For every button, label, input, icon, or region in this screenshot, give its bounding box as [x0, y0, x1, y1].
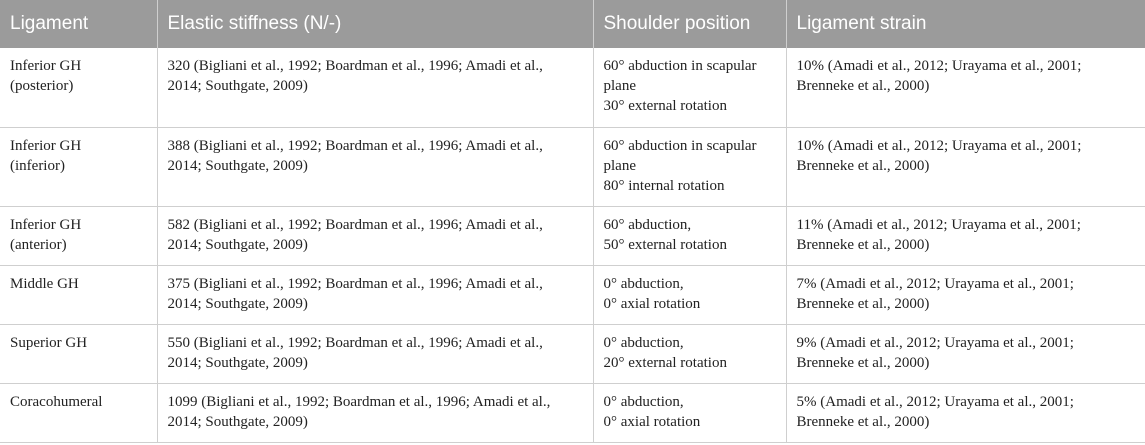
cell-line: 0° abduction,	[603, 394, 684, 410]
cell-line: 10% (Amadi et al., 2012; Urayama et al., 2001;	[796, 138, 1082, 154]
table-row	[0, 384, 1145, 443]
cell-ligament	[0, 128, 157, 207]
cell-position	[593, 325, 786, 384]
cell-line: plane	[603, 158, 636, 174]
cell-stiffness	[157, 48, 593, 128]
cell-strain	[786, 128, 1145, 207]
cell-line: (posterior)	[10, 78, 74, 94]
cell-line: 2014; Southgate, 2009)	[167, 237, 308, 253]
cell-line: 2014; Southgate, 2009)	[167, 414, 308, 430]
cell-ligament	[0, 207, 157, 266]
header-row	[0, 0, 1145, 48]
cell-line: Brenneke et al., 2000)	[796, 237, 930, 253]
cell-line: 7% (Amadi et al., 2012; Urayama et al., 2001;	[796, 276, 1074, 292]
header-shoulder-position: Shoulder position	[593, 0, 786, 48]
cell-position	[593, 207, 786, 266]
table-row	[0, 266, 1145, 325]
table-row	[0, 325, 1145, 384]
cell-line: Coracohumeral	[10, 394, 103, 410]
cell-line: 80° internal rotation	[603, 178, 725, 194]
table-row	[0, 48, 1145, 128]
cell-line: (anterior)	[10, 237, 67, 253]
cell-strain	[786, 48, 1145, 128]
cell-line: 9% (Amadi et al., 2012; Urayama et al., 2001;	[796, 335, 1074, 351]
cell-line: Inferior GH	[10, 217, 82, 233]
cell-line: 320 (Bigliani et al., 1992; Boardman et al., 1996; Amadi et al.,	[167, 58, 543, 74]
cell-line: 0° axial rotation	[603, 414, 701, 430]
cell-ligament	[0, 48, 157, 128]
cell-line: 2014; Southgate, 2009)	[167, 78, 308, 94]
cell-line: 1099 (Bigliani et al., 1992; Boardman et al., 1996; Amadi et al.,	[167, 394, 551, 410]
cell-line: 60° abduction,	[603, 217, 692, 233]
cell-strain	[786, 266, 1145, 325]
cell-strain	[786, 384, 1145, 443]
cell-line: 2014; Southgate, 2009)	[167, 296, 308, 312]
cell-line: 388 (Bigliani et al., 1992; Boardman et al., 1996; Amadi et al.,	[167, 138, 543, 154]
cell-line: Brenneke et al., 2000)	[796, 158, 930, 174]
cell-line: Middle GH	[10, 276, 79, 292]
cell-line: 0° axial rotation	[603, 296, 701, 312]
cell-line: 50° external rotation	[603, 237, 727, 253]
cell-line: 20° external rotation	[603, 355, 727, 371]
cell-line: 2014; Southgate, 2009)	[167, 355, 308, 371]
cell-line: Brenneke et al., 2000)	[796, 355, 930, 371]
table-body	[0, 48, 1145, 443]
cell-ligament	[0, 266, 157, 325]
cell-line: 30° external rotation	[603, 98, 727, 114]
cell-line: 582 (Bigliani et al., 1992; Boardman et al., 1996; Amadi et al.,	[167, 217, 543, 233]
cell-line: Brenneke et al., 2000)	[796, 414, 930, 430]
cell-line: plane	[603, 78, 636, 94]
table-header	[0, 0, 1145, 48]
cell-line: 60° abduction in scapular	[603, 58, 757, 74]
cell-ligament	[0, 384, 157, 443]
cell-line: 0° abduction,	[603, 276, 684, 292]
cell-strain	[786, 207, 1145, 266]
header-elastic-stiffness: Elastic stiffness (N/-)	[157, 0, 593, 48]
cell-stiffness	[157, 128, 593, 207]
cell-line: 0° abduction,	[603, 335, 684, 351]
cell-line: (inferior)	[10, 158, 65, 174]
cell-line: Brenneke et al., 2000)	[796, 296, 930, 312]
cell-stiffness	[157, 266, 593, 325]
cell-stiffness	[157, 384, 593, 443]
table-row	[0, 207, 1145, 266]
header-ligament-strain: Ligament strain	[786, 0, 1145, 48]
cell-strain	[786, 325, 1145, 384]
cell-position	[593, 266, 786, 325]
cell-line: Inferior GH	[10, 138, 82, 154]
cell-line: 5% (Amadi et al., 2012; Urayama et al., 2001;	[796, 394, 1074, 410]
cell-position	[593, 128, 786, 207]
cell-line: 10% (Amadi et al., 2012; Urayama et al., 2001;	[796, 58, 1082, 74]
cell-line: Superior GH	[10, 335, 88, 351]
cell-line: 550 (Bigliani et al., 1992; Boardman et al., 1996; Amadi et al.,	[167, 335, 543, 351]
table-row	[0, 128, 1145, 207]
cell-line: 60° abduction in scapular	[603, 138, 757, 154]
cell-line: Brenneke et al., 2000)	[796, 78, 930, 94]
cell-line: Inferior GH	[10, 58, 82, 74]
cell-ligament	[0, 325, 157, 384]
cell-stiffness	[157, 325, 593, 384]
cell-line: 11% (Amadi et al., 2012; Urayama et al., 2001;	[796, 217, 1081, 233]
header-ligament: Ligament	[0, 0, 157, 48]
cell-line: 2014; Southgate, 2009)	[167, 158, 308, 174]
cell-position	[593, 384, 786, 443]
cell-position	[593, 48, 786, 128]
cell-line: 375 (Bigliani et al., 1992; Boardman et al., 1996; Amadi et al.,	[167, 276, 543, 292]
cell-stiffness	[157, 207, 593, 266]
